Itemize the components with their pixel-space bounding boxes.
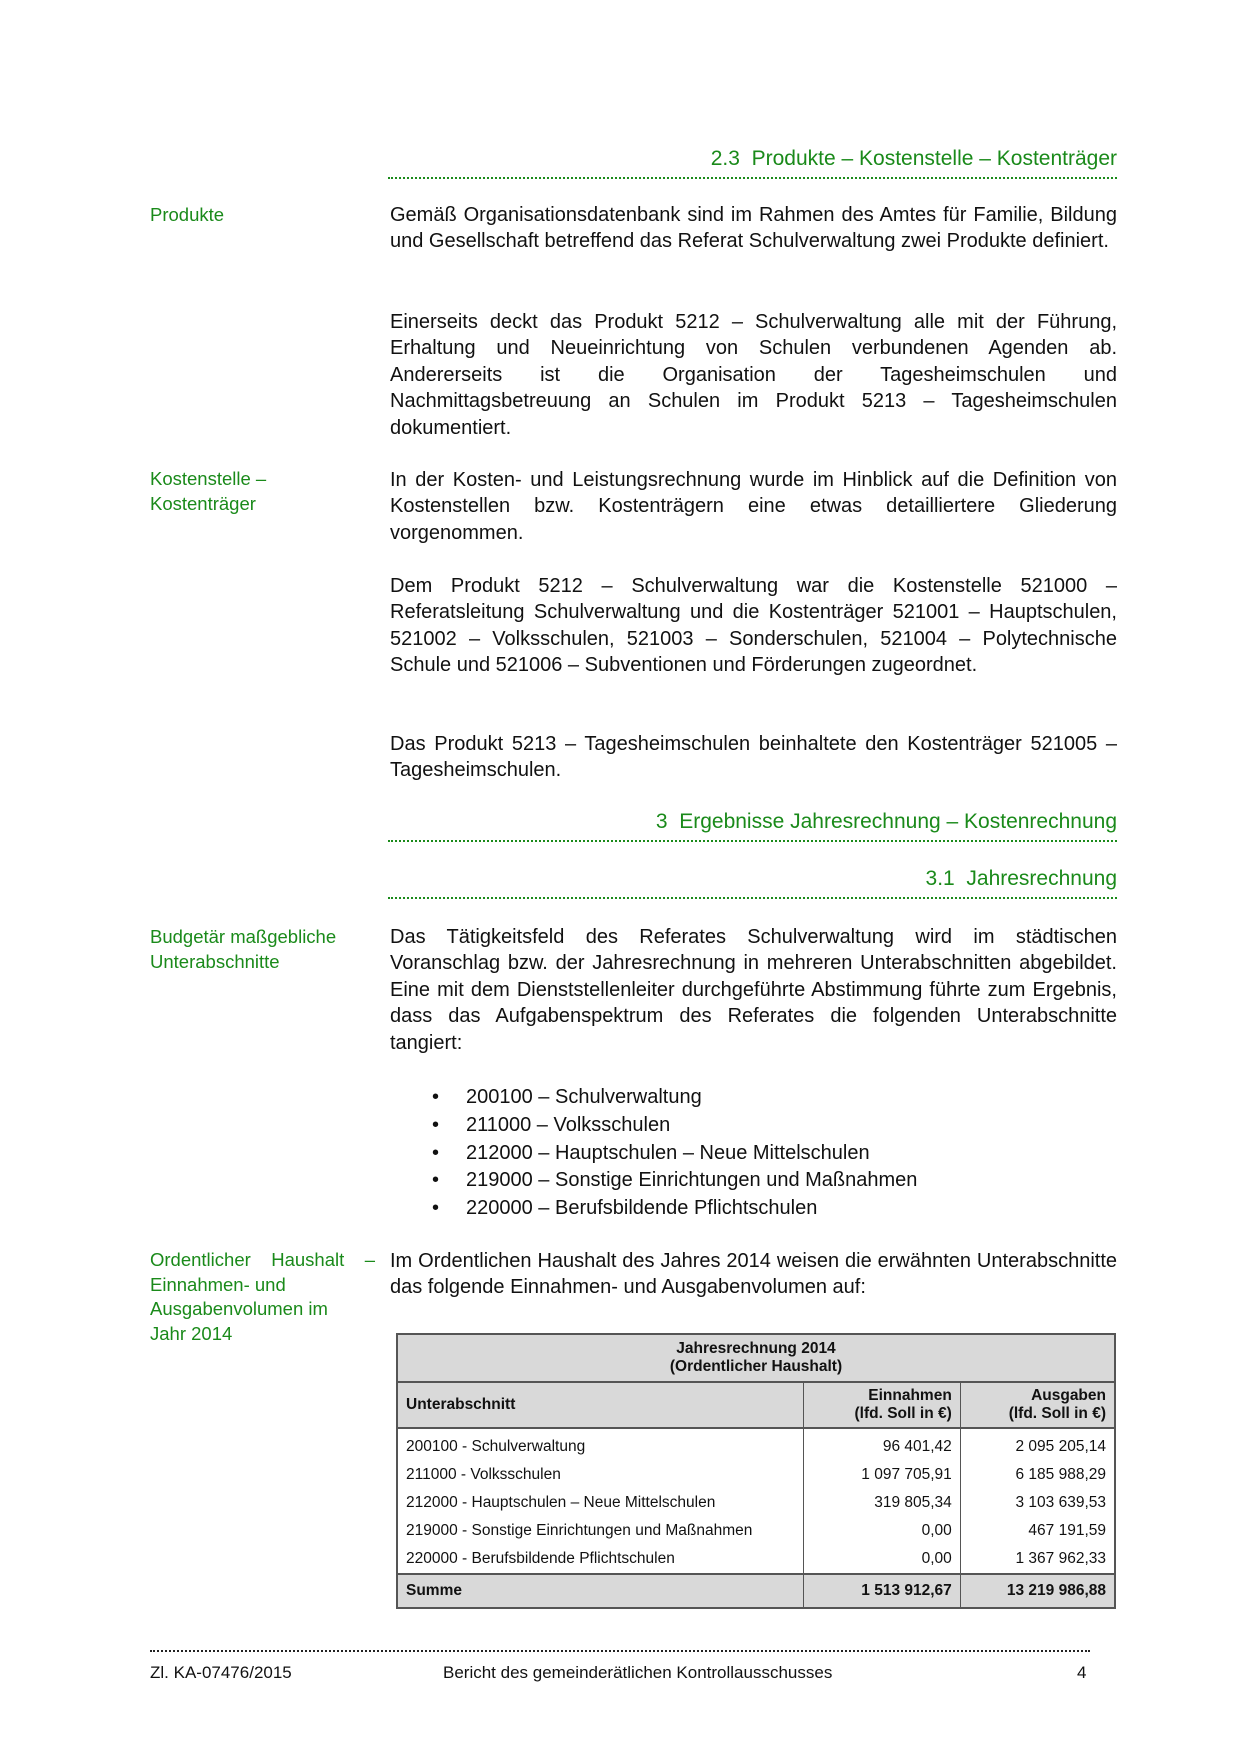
table-row (397, 1461, 1115, 1489)
heading-divider (388, 177, 1117, 179)
table-row (397, 1489, 1115, 1517)
cell-ausgaben: 2 095 205,14 (960, 1428, 1115, 1461)
column-header-einnahmen: Einnahmen (lfd. Soll in €) (804, 1382, 961, 1428)
paragraph-taetigkeitsfeld: Das Tätigkeitsfeld des Referates Schulverwaltung wird im städtischen Voranschlag bzw. der Jahresrechnung in mehreren Unterabschnitten abgebildet. Eine mit dem Dienststellenleiter durchgeführte Abstimmung führte zum Ergebnis, dass das Aufgabenspektrum des Referates die folgenden Unterabschnitte tangiert: (390, 926, 1117, 1054)
paragraph-produkte-intro: Gemäß Organisationsdatenbank sind im Rahmen des Amtes für Familie, Bildung und Gesellschaft betreffend das Referat Schulverwaltung zwei Produkte definiert. (390, 204, 1117, 253)
cell-unterabschnitt: 219000 - Sonstige Einrichtungen und Maßnahmen (406, 1522, 753, 1539)
cell-unterabschnitt: 220000 - Berufsbildende Pflichtschulen (406, 1550, 675, 1567)
footer-divider (150, 1650, 1090, 1652)
margin-label-line: Einnahmen- und (150, 1273, 286, 1295)
table-row (397, 1545, 1115, 1574)
bullet-icon: • (432, 1169, 440, 1192)
cell-sum-einnahmen: 1 513 912,67 (804, 1574, 961, 1608)
margin-label-line: Kostenträger (150, 492, 256, 514)
cell-unterabschnitt: 200100 - Schulverwaltung (406, 1438, 586, 1455)
section-heading-2-3: 2.3 Produkte – Kostenstelle – Kostenträger (710, 147, 1117, 170)
bullet-icon: • (432, 1086, 440, 1108)
margin-label-line: Unterabschnitte (150, 950, 280, 972)
cell-einnahmen: 0,00 (804, 1545, 961, 1574)
margin-label-line: Jahr 2014 (150, 1322, 233, 1344)
cell-einnahmen: 1 097 705,91 (804, 1461, 961, 1489)
footer-title: Bericht des gemeinderätlichen Kontrollausschusses (443, 1663, 833, 1682)
footer-reference: Zl. KA-07476/2015 (150, 1663, 292, 1682)
margin-label-kostenstelle (150, 467, 375, 516)
cell-unterabschnitt: 212000 - Hauptschulen – Neue Mittelschulen (406, 1494, 716, 1511)
list-item: • 220000 – Berufsbildende Pflichtschulen (390, 1195, 1117, 1223)
cell-einnahmen: 0,00 (804, 1517, 961, 1545)
cell-einnahmen: 96 401,42 (804, 1428, 961, 1461)
section-heading-3-1: 3.1 Jahresrechnung (925, 867, 1117, 890)
cell-einnahmen: 319 805,34 (804, 1489, 961, 1517)
column-header-ausgaben: Ausgaben (lfd. Soll in €) (960, 1382, 1115, 1428)
table-row (397, 1428, 1115, 1461)
list-item: • 211000 – Volksschulen (390, 1112, 1117, 1140)
cell-unterabschnitt: 211000 - Volksschulen (406, 1466, 561, 1483)
list-item: • 219000 – Sonstige Einrichtungen und Maßnahmen (390, 1167, 1117, 1195)
bullet-icon: • (432, 1197, 440, 1220)
section-heading-3: 3 Ergebnisse Jahresrechnung – Kostenrechnung (655, 810, 1117, 833)
bullet-icon: • (432, 1113, 440, 1136)
heading-divider (388, 897, 1117, 899)
margin-label-haushalt (150, 1248, 375, 1346)
list-item: • 200100 – Schulverwaltung (390, 1084, 1117, 1112)
paragraph-kostenrechnung: In der Kosten- und Leistungsrechnung wurde im Hinblick auf die Definition von Kostenstellen bzw. Kostenträgern eine etwas detailliertere Gliederung vorgenommen. (390, 469, 1117, 544)
table-title: Jahresrechnung 2014 (Ordentlicher Haushalt) (397, 1334, 1115, 1382)
paragraph-produkt-5213: Das Produkt 5213 – Tagesheimschulen beinhaltete den Kostenträger 521005 – Tagesheimschulen. (390, 733, 1117, 782)
unterabschnitte-list (390, 1084, 1117, 1223)
paragraph-haushalt: Im Ordentlichen Haushalt des Jahres 2014 weisen die erwähnten Unterabschnitte das folgende Einnahmen- und Ausgabenvolumen auf: (390, 1250, 1117, 1299)
cell-ausgaben: 3 103 639,53 (960, 1489, 1115, 1517)
heading-divider (388, 840, 1117, 842)
cell-ausgaben: 1 367 962,33 (960, 1545, 1115, 1574)
cell-ausgaben: 467 191,59 (960, 1517, 1115, 1545)
margin-label-line: Ordentlicher Haushalt – (150, 1249, 375, 1270)
margin-label-line: Kostenstelle – (150, 468, 267, 489)
paragraph-produkt-5212: Dem Produkt 5212 – Schulverwaltung war die Kostenstelle 521000 – Referatsleitung Schulverwaltung und die Kostenträger 521001 – Hauptschulen, 521002 – Volksschulen, 521003 – Sonderschulen, 521004 – Polytechnische Schule und 521006 – Subventionen und Förderungen zugeordnet. (390, 575, 1117, 677)
margin-label-unterabschnitte (150, 925, 375, 974)
page-number: 4 (1077, 1663, 1087, 1682)
margin-label-line: Ausgabenvolumen im (150, 1298, 328, 1319)
margin-label-produkte: Produkte (150, 204, 225, 225)
margin-label-line: Budgetär maßgebliche (150, 926, 337, 947)
bullet-icon: • (432, 1141, 440, 1164)
jahresrechnung-table (396, 1333, 1116, 1609)
paragraph-produkte-detail: Einerseits deckt das Produkt 5212 – Schulverwaltung alle mit der Führung, Erhaltung und Neueinrichtung von Schulen verbundenen Agenden ab. Andererseits ist die Organisation der Tagesheimschulen und Nachmittagsbetreuung an Schulen im Produkt 5213 – Tagesheimschulen dokumentiert. (390, 311, 1117, 439)
list-item: • 212000 – Hauptschulen – Neue Mittelschulen (390, 1140, 1117, 1168)
cell-ausgaben: 6 185 988,29 (960, 1461, 1115, 1489)
column-header-unterabschnitt: Unterabschnitt (397, 1382, 804, 1428)
cell-sum-label: Summe (397, 1574, 804, 1608)
table-sum-row (397, 1574, 1115, 1608)
table-row (397, 1517, 1115, 1545)
cell-sum-ausgaben: 13 219 986,88 (960, 1574, 1115, 1608)
